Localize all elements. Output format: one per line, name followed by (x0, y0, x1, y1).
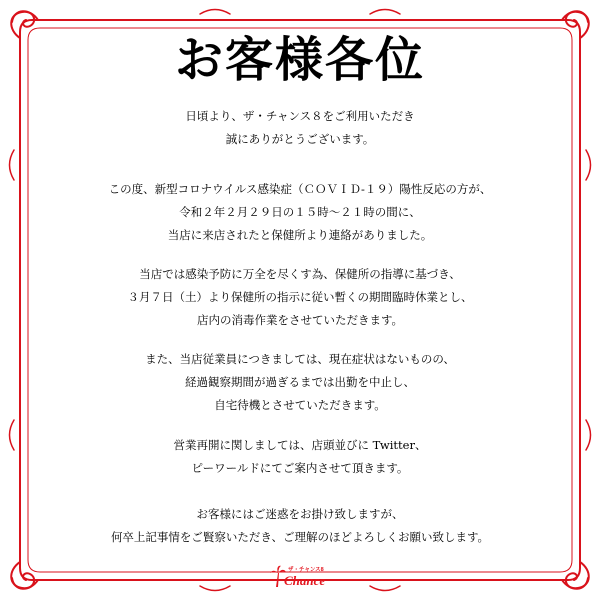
logo-top-text: ザ・チャンス8 (288, 567, 324, 573)
text-line: お客様にはご迷惑をお掛け致しますが、 (196, 507, 404, 521)
text-line: 当店に来店されたと保健所より連絡がありました。 (167, 228, 433, 242)
text-line: ピーワールドにてご案内させて頂きます。 (191, 461, 409, 475)
text-line: 経過観察期間が過ぎるまでは出勤を中止し、 (185, 375, 415, 389)
paragraph-covid-report (60, 178, 540, 247)
paragraph-closure (60, 263, 540, 332)
paragraph-reopening (60, 434, 540, 480)
paragraph-greeting (60, 105, 540, 151)
paragraph-apology (60, 503, 540, 549)
text-line: また、当店従業員につきましては、現在症状はないものの、 (145, 352, 455, 366)
text-line: 日頃より、ザ・チャンス８をご利用いただき (185, 109, 415, 123)
text-line: この度、新型コロナウイルス感染症（ＣＯＶＩＤ-１９）陽性反応の方が、 (108, 182, 492, 196)
text-line: 何卒上記事情をご賢察いただき、ご理解のほどよろしくお願い致します。 (110, 530, 490, 544)
text-line: 自宅待機とさせていただきます。 (214, 398, 386, 412)
text-line: 誠にありがとうございます。 (225, 132, 375, 146)
paragraph-staff (60, 348, 540, 417)
text-line: 営業再開に関しましては、店頭並びに Twitter、 (173, 438, 427, 452)
text-line: 店内の消毒作業をさせていただきます。 (196, 313, 404, 327)
logo-main-text: Chance (284, 573, 326, 588)
notice-title: お客様各位 (174, 32, 425, 88)
text-line: ３月７日（土）より保健所の指示に従い暫くの期間臨時休業とし、 (127, 290, 473, 304)
the-chance-logo (270, 563, 332, 589)
text-line: 当店では感染予防に万全を尽くす為、保健所の指導に基づき、 (139, 267, 461, 281)
text-line: 令和２年２月２９日の１５時～２１時の間に、 (179, 205, 421, 219)
